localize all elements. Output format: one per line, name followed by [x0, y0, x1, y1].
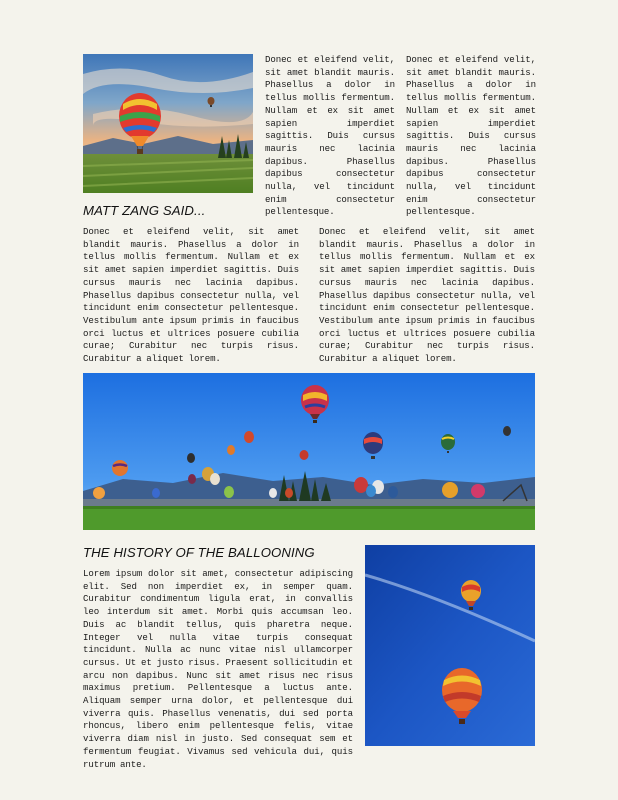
balloon-festival-banner — [83, 373, 535, 530]
quote-heading: MATT ZANG SAID... — [83, 203, 206, 218]
history-heading: THE HISTORY OF THE BALLOONING — [83, 545, 315, 560]
quote-column-1: Donec et eleifend velit, sit amet blandit mauris. Phasellus a dolor in tellus mollis fermentum. Nullam et ex sit amet sapien imperdiet sagittis. Duis cursus mauris nec lacinia dapibus. Phasellus dapibus consectetur nulla, vel tincidunt enim consectetur pellentesque. Vestibulum ante ipsum primis in faucibus orci luctus et ultrices posuere cubilia curae; Curabitur nec turpis risus. Curabitur a aliquet lorem. — [83, 226, 299, 365]
sunset-balloon-photo — [83, 54, 253, 193]
top-column-2: Donec et eleifend velit, sit amet blandit mauris. Phasellus a dolor in tellus mollis fermentum. Nullam et ex sit amet sapien imperdiet sagittis. Duis cursus mauris nec lacinia dapibus. Phasellus dapibus consectetur nulla, vel tincidunt enim consectetur pellentesque. — [406, 54, 536, 218]
quote-column-2: Donec et eleifend velit, sit amet blandit mauris. Phasellus a dolor in tellus mollis fermentum. Nullam et ex sit amet sapien imperdiet sagittis. Duis cursus mauris nec lacinia dapibus. Phasellus dapibus consectetur nulla, vel tincidunt enim consectetur pellentesque. Vestibulum ante ipsum primis in faucibus orci luctus et ultrices posuere cubilia curae; Curabitur nec turpis risus. Curabitur a aliquet lorem. — [319, 226, 535, 365]
two-balloons-photo — [365, 545, 535, 746]
top-column-1: Donec et eleifend velit, sit amet blandit mauris. Phasellus a dolor in tellus mollis fermentum. Nullam et ex sit amet sapien imperdiet sagittis. Duis cursus mauris nec lacinia dapibus. Phasellus dapibus consectetur nulla, vel tincidunt enim consectetur pellentesque. — [265, 54, 395, 218]
history-body: Lorem ipsum dolor sit amet, consectetur adipiscing elit. Sed non imperdiet ex, in semper quam. Curabitur condimentum ligula erat, in convallis leo interdum sit amet. Morbi quis accumsan leo. Duis ac blandit tellus, quis pharetra neque. Integer vel nulla vitae turpis consequat tincidunt. Nulla ac nunc vitae nisl ullamcorper cursus. Ut et justo risus. Praesent sollicitudin et arcu non dapibus. Nunc sit amet risus nec risus maximus pretium. Pellentesque a luctus ante. Aliquam semper urna dolor, et pellentesque dui viverra quis. Phasellus venenatis, dui sed porta rhoncus, libero enim pellentesque felis, vitae viverra diam nisl in justo. Sed consequat sem et fermentum feugiat. Vivamus sed vehicula dui, quis rutrum ante. — [83, 568, 353, 770]
